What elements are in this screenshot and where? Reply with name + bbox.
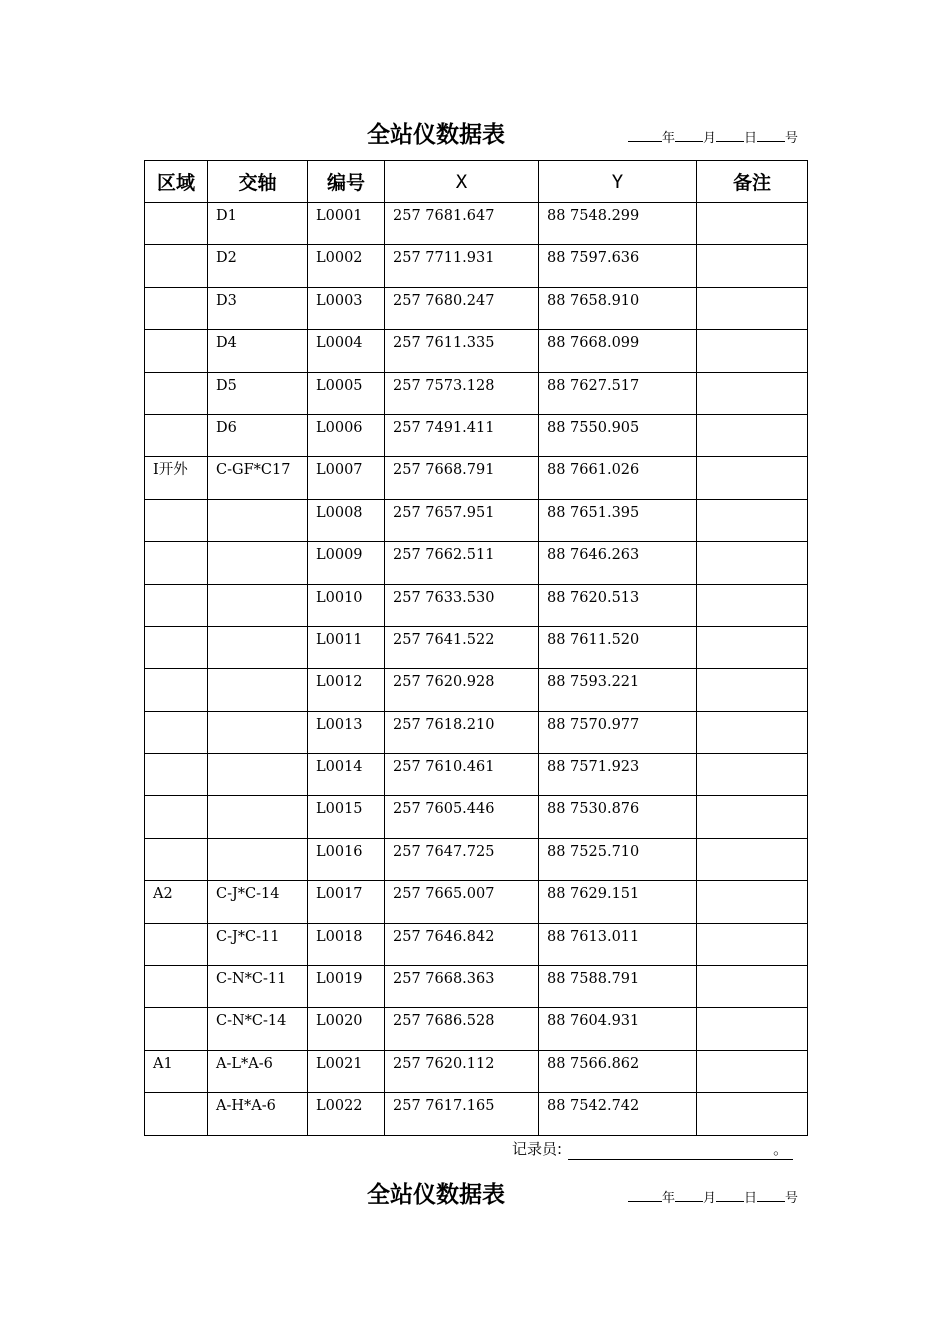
cell-x: 257 7620.112 [385,1050,539,1092]
table-row [145,372,808,414]
cell-x: 257 7611.335 [385,330,539,372]
cell-area [145,414,208,456]
table-row [145,584,808,626]
header-axis: 交轴 [208,161,308,203]
day-blank[interactable] [716,127,744,142]
recorder-line [512,1138,793,1160]
cell-y: 88 7658.910 [539,287,697,329]
year-blank[interactable] [628,127,662,142]
cell-axis: D1 [208,203,308,245]
table-row [145,626,808,668]
cell-note [697,457,808,499]
table-row [145,1008,808,1050]
cell-area [145,584,208,626]
table-row [145,245,808,287]
cell-id: L0002 [308,245,385,287]
cell-note [697,711,808,753]
table-row [145,1093,808,1135]
year-label: 年 [662,131,676,146]
cell-id: L0020 [308,1008,385,1050]
cell-id: L0004 [308,330,385,372]
cell-axis: C-N*C-14 [208,1008,308,1050]
recorder-end: 。 [773,1138,793,1160]
cell-axis [208,838,308,880]
cell-axis: D2 [208,245,308,287]
day-label: 日 [744,131,758,146]
cell-id: L0014 [308,754,385,796]
cell-area [145,542,208,584]
cell-area [145,372,208,414]
table-row [145,287,808,329]
cell-id: L0005 [308,372,385,414]
page2-title: 全站仪数据表 [367,1182,505,1208]
cell-area: A1 [145,1050,208,1092]
cell-y: 88 7542.742 [539,1093,697,1135]
cell-note [697,1008,808,1050]
cell-axis: C-GF*C17 [208,457,308,499]
page2-date-field [628,1187,798,1206]
cell-id: L0017 [308,881,385,923]
cell-area [145,1008,208,1050]
cell-area [145,330,208,372]
cell-area [145,669,208,711]
cell-note [697,372,808,414]
cell-y: 88 7668.099 [539,330,697,372]
cell-x: 257 7657.951 [385,499,539,541]
cell-id: L0007 [308,457,385,499]
cell-axis [208,542,308,584]
cell-note [697,754,808,796]
cell-y: 88 7566.862 [539,1050,697,1092]
cell-axis [208,626,308,668]
cell-axis: D4 [208,330,308,372]
cell-y: 88 7530.876 [539,796,697,838]
page2-day-blank[interactable] [716,1187,744,1202]
cell-y: 88 7525.710 [539,838,697,880]
cell-area [145,711,208,753]
page2-month-label: 月 [703,1191,717,1206]
page2-year-label: 年 [662,1191,676,1206]
cell-x: 257 7618.210 [385,711,539,753]
table-row [145,881,808,923]
cell-y: 88 7593.221 [539,669,697,711]
cell-id: L0011 [308,626,385,668]
cell-note [697,923,808,965]
cell-id: L0003 [308,287,385,329]
cell-y: 88 7629.151 [539,881,697,923]
cell-axis: C-N*C-11 [208,966,308,1008]
table-row [145,1050,808,1092]
cell-id: L0009 [308,542,385,584]
cell-axis: A-H*A-6 [208,1093,308,1135]
cell-y: 88 7646.263 [539,542,697,584]
cell-id: L0019 [308,966,385,1008]
cell-note [697,1093,808,1135]
cell-id: L0008 [308,499,385,541]
cell-note [697,584,808,626]
cell-x: 257 7686.528 [385,1008,539,1050]
cell-y: 88 7588.791 [539,966,697,1008]
cell-area [145,923,208,965]
cell-x: 257 7641.522 [385,626,539,668]
cell-axis [208,499,308,541]
cell-id: L0001 [308,203,385,245]
cell-x: 257 7647.725 [385,838,539,880]
cell-area [145,626,208,668]
cell-note [697,966,808,1008]
page2-day-label: 日 [744,1191,758,1206]
cell-area [145,966,208,1008]
cell-id: L0018 [308,923,385,965]
cell-y: 88 7611.520 [539,626,697,668]
cell-y: 88 7620.513 [539,584,697,626]
cell-area [145,796,208,838]
cell-x: 257 7491.411 [385,414,539,456]
cell-note [697,542,808,584]
cell-x: 257 7662.511 [385,542,539,584]
month-blank[interactable] [675,127,703,142]
table-row [145,754,808,796]
date-field [628,127,798,146]
cell-id: L0022 [308,1093,385,1135]
table-row [145,711,808,753]
header-y: Y [539,161,697,203]
cell-x: 257 7633.530 [385,584,539,626]
cell-note [697,669,808,711]
cell-x: 257 7620.928 [385,669,539,711]
page2-year-blank[interactable] [628,1187,662,1202]
cell-x: 257 7668.363 [385,966,539,1008]
cell-note [697,838,808,880]
cell-x: 257 7646.842 [385,923,539,965]
cell-axis [208,754,308,796]
cell-axis [208,711,308,753]
cell-area [145,287,208,329]
page-title: 全站仪数据表 [367,122,505,148]
cell-area [145,1093,208,1135]
page2-number-blank[interactable] [757,1187,785,1202]
cell-y: 88 7548.299 [539,203,697,245]
table-row [145,457,808,499]
cell-area [145,245,208,287]
cell-id: L0012 [308,669,385,711]
cell-area [145,754,208,796]
cell-y: 88 7627.517 [539,372,697,414]
cell-area: A2 [145,881,208,923]
cell-x: 257 7617.165 [385,1093,539,1135]
cell-x: 257 7610.461 [385,754,539,796]
cell-axis: A-L*A-6 [208,1050,308,1092]
cell-note [697,330,808,372]
survey-data-table [144,160,808,1136]
table-row [145,203,808,245]
cell-area [145,838,208,880]
cell-id: L0016 [308,838,385,880]
cell-axis: D6 [208,414,308,456]
table-row [145,923,808,965]
cell-y: 88 7570.977 [539,711,697,753]
cell-id: L0010 [308,584,385,626]
table-row [145,669,808,711]
cell-area [145,499,208,541]
cell-note [697,245,808,287]
header-note: 备注 [697,161,808,203]
cell-y: 88 7550.905 [539,414,697,456]
table-row [145,838,808,880]
cell-id: L0015 [308,796,385,838]
page2-month-blank[interactable] [675,1187,703,1202]
cell-note [697,626,808,668]
cell-id: L0006 [308,414,385,456]
cell-x: 257 7605.446 [385,796,539,838]
page2-number-label: 号 [785,1191,799,1206]
table-row [145,330,808,372]
header-row [145,161,808,203]
header-x: X [385,161,539,203]
header-id: 编号 [308,161,385,203]
cell-note [697,1050,808,1092]
table-row [145,542,808,584]
table-row [145,499,808,541]
cell-x: 257 7573.128 [385,372,539,414]
cell-x: 257 7711.931 [385,245,539,287]
table-row [145,966,808,1008]
header-area: 区域 [145,161,208,203]
cell-axis [208,584,308,626]
cell-x: 257 7668.791 [385,457,539,499]
table-row [145,796,808,838]
cell-note [697,499,808,541]
cell-x: 257 7681.647 [385,203,539,245]
cell-axis: C-J*C-11 [208,923,308,965]
cell-axis: C-J*C-14 [208,881,308,923]
cell-y: 88 7661.026 [539,457,697,499]
cell-note [697,203,808,245]
cell-x: 257 7680.247 [385,287,539,329]
cell-id: L0021 [308,1050,385,1092]
cell-y: 88 7613.011 [539,923,697,965]
number-blank[interactable] [757,127,785,142]
cell-x: 257 7665.007 [385,881,539,923]
number-label: 号 [785,131,799,146]
recorder-signature-blank[interactable] [568,1141,773,1160]
cell-y: 88 7571.923 [539,754,697,796]
cell-area: I开外 [145,457,208,499]
cell-y: 88 7651.395 [539,499,697,541]
recorder-label: 记录员: [512,1140,563,1158]
cell-axis [208,796,308,838]
cell-id: L0013 [308,711,385,753]
cell-note [697,287,808,329]
cell-note [697,881,808,923]
cell-y: 88 7597.636 [539,245,697,287]
cell-axis [208,669,308,711]
month-label: 月 [703,131,717,146]
cell-area [145,203,208,245]
cell-note [697,796,808,838]
cell-note [697,414,808,456]
table-row [145,414,808,456]
cell-axis: D5 [208,372,308,414]
cell-axis: D3 [208,287,308,329]
cell-y: 88 7604.931 [539,1008,697,1050]
